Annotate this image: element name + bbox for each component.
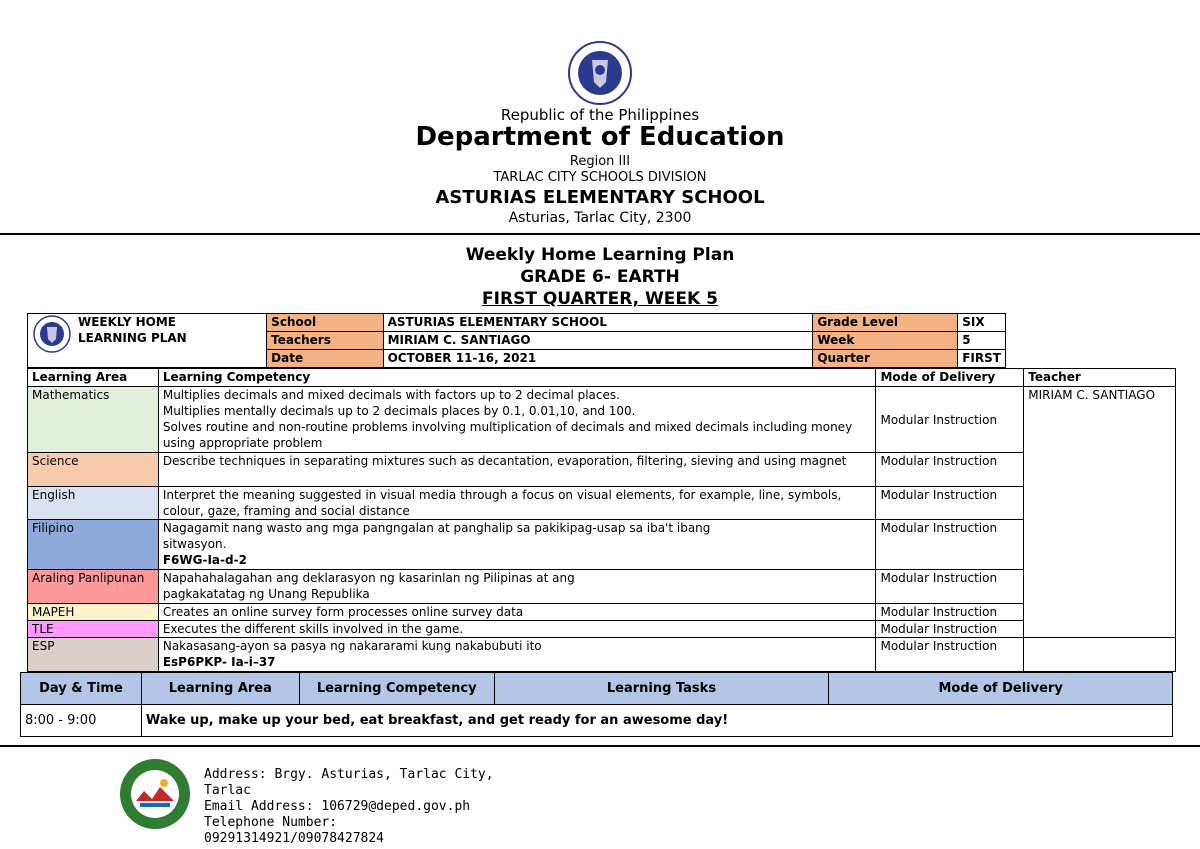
info-logo-cell bbox=[28, 314, 267, 368]
info-table bbox=[27, 313, 1006, 368]
region-text: Region III bbox=[569, 154, 631, 169]
teacher-cell: MIRIAM C. SANTIAGO bbox=[1024, 387, 1176, 638]
competency-cell bbox=[158, 638, 876, 672]
table-row bbox=[28, 487, 1176, 520]
competency-line: Multiplies mentally decimals up to 2 decimals places by 0.1, 0.01,10, and 100. bbox=[162, 404, 636, 418]
header-teacher: Teacher bbox=[1024, 369, 1176, 387]
plan-quarter: FIRST QUARTER, WEEK 5 bbox=[482, 289, 718, 309]
deped-seal-small-icon bbox=[32, 314, 72, 354]
schedule-table bbox=[20, 672, 1173, 737]
school-name: ASTURIAS ELEMENTARY SCHOOL bbox=[435, 187, 765, 208]
table-row bbox=[28, 621, 1176, 638]
mode-cell: Modular Instruction bbox=[876, 638, 1024, 672]
area-cell: ESP bbox=[28, 638, 159, 672]
table-row bbox=[28, 638, 1176, 672]
competency-line: Napahahalagahan ang deklarasyon ng kasarinlan ng Pilipinas at ang pagkakatatag ng Unang Republika bbox=[162, 571, 575, 601]
table-row bbox=[28, 570, 1176, 604]
competency-code: EsP6PKP- Ia-i–37 bbox=[162, 655, 276, 669]
sched-header-day-time: Day & Time bbox=[21, 673, 142, 705]
area-cell: Science bbox=[28, 453, 159, 487]
footer-divider bbox=[0, 745, 1200, 747]
date-value: OCTOBER 11-16, 2021 bbox=[383, 350, 813, 368]
competency-cell: Creates an online survey form processes online survey data bbox=[158, 604, 876, 621]
republic-text: Republic of the Philippines bbox=[500, 106, 700, 124]
header-mode-of-delivery: Mode of Delivery bbox=[876, 369, 1024, 387]
week-value: 5 bbox=[958, 332, 1006, 350]
teachers-value: MIRIAM C. SANTIAGO bbox=[383, 332, 813, 350]
area-cell: MAPEH bbox=[28, 604, 159, 621]
mode-cell: Modular Instruction bbox=[876, 453, 1024, 487]
deped-seal-logo bbox=[557, 40, 643, 106]
footer-phone: 09291314921/09078427824 bbox=[204, 831, 385, 846]
footer-address: Address: Brgy. Asturias, Tarlac City, Tarlac bbox=[204, 767, 494, 798]
competency-code: F6WG-Ia-d-2 bbox=[162, 553, 247, 567]
school-label: School bbox=[267, 314, 383, 332]
sched-header-learning-area: Learning Area bbox=[141, 673, 299, 705]
quarter-value: FIRST bbox=[958, 350, 1006, 368]
department-title: Department of Education bbox=[415, 122, 785, 152]
info-logo-label: WEEKLY HOME LEARNING PLAN bbox=[78, 315, 187, 345]
table-row bbox=[21, 705, 1173, 737]
table-row bbox=[28, 520, 1176, 570]
header-learning-competency: Learning Competency bbox=[158, 369, 876, 387]
table-row bbox=[28, 387, 1176, 453]
grade-level-label: Grade Level bbox=[813, 314, 958, 332]
division-text: TARLAC CITY SCHOOLS DIVISION bbox=[493, 170, 707, 185]
mode-cell: Modular Instruction bbox=[876, 621, 1024, 638]
table-row bbox=[28, 453, 1176, 487]
area-cell: TLE bbox=[28, 621, 159, 638]
mode-cell: Modular Instruction bbox=[876, 520, 1024, 570]
week-label: Week bbox=[813, 332, 958, 350]
footer-email: Email Address: 106729@deped.gov.ph bbox=[204, 799, 471, 814]
area-cell: English bbox=[28, 487, 159, 520]
competency-line: Solves routine and non-routine problems involving multiplication of decimals and mixed decimals including money using appropriate problem bbox=[162, 420, 853, 450]
teacher-empty-cell bbox=[1024, 638, 1176, 672]
mode-cell: Modular Instruction bbox=[876, 570, 1024, 604]
mode-cell: Modular Instruction bbox=[876, 387, 1024, 453]
school-address: Asturias, Tarlac City, 2300 bbox=[508, 210, 692, 226]
competency-cell bbox=[158, 520, 876, 570]
mode-cell: Modular Instruction bbox=[876, 604, 1024, 621]
quarter-label: Quarter bbox=[813, 350, 958, 368]
grade-level-value: SIX bbox=[958, 314, 1006, 332]
date-label: Date bbox=[267, 350, 383, 368]
competency-cell bbox=[158, 387, 876, 453]
school-value: ASTURIAS ELEMENTARY SCHOOL bbox=[383, 314, 813, 332]
competency-cell: Interpret the meaning suggested in visual media through a focus on visual elements, for example, line, symbols, colour, gaze, framing and social distance bbox=[158, 487, 876, 520]
competency-cell: Describe techniques in separating mixtures such as decantation, evaporation, filtering, sieving and using magnet bbox=[158, 453, 876, 487]
competency-line: Multiplies decimals and mixed decimals with factors up to 2 decimal places. bbox=[162, 388, 620, 402]
footer-phone-label: Telephone Number: bbox=[204, 815, 338, 830]
table-row bbox=[28, 604, 1176, 621]
area-cell: Araling Panlipunan bbox=[28, 570, 159, 604]
sched-activity: Wake up, make up your bed, eat breakfast, and get ready for an awesome day! bbox=[141, 705, 1172, 737]
school-logo bbox=[118, 757, 192, 831]
area-cell: Filipino bbox=[28, 520, 159, 570]
competency-line: Nagagamit nang wasto ang mga pangngalan at panghalip sa pakikipag-usap sa iba't ibang sitwasyon. bbox=[162, 521, 711, 551]
sched-header-learning-tasks: Learning Tasks bbox=[494, 673, 829, 705]
area-cell: Mathematics bbox=[28, 387, 159, 453]
mode-cell: Modular Instruction bbox=[876, 487, 1024, 520]
footer-contact bbox=[204, 767, 534, 847]
plan-grade: GRADE 6- EARTH bbox=[520, 267, 680, 287]
competency-cell: Executes the different skills involved in the game. bbox=[158, 621, 876, 638]
sched-time: 8:00 - 9:00 bbox=[21, 705, 142, 737]
competency-cell bbox=[158, 570, 876, 604]
competency-table bbox=[27, 368, 1176, 672]
teachers-label: Teachers bbox=[267, 332, 383, 350]
sched-header-mode-of-delivery: Mode of Delivery bbox=[829, 673, 1173, 705]
competency-line: Nakasasang-ayon sa pasya ng nakararami kung nakabubuti ito bbox=[162, 639, 542, 653]
header-learning-area: Learning Area bbox=[28, 369, 159, 387]
sched-header-learning-competency: Learning Competency bbox=[299, 673, 494, 705]
header-divider bbox=[0, 233, 1200, 235]
plan-title: Weekly Home Learning Plan bbox=[465, 245, 735, 265]
